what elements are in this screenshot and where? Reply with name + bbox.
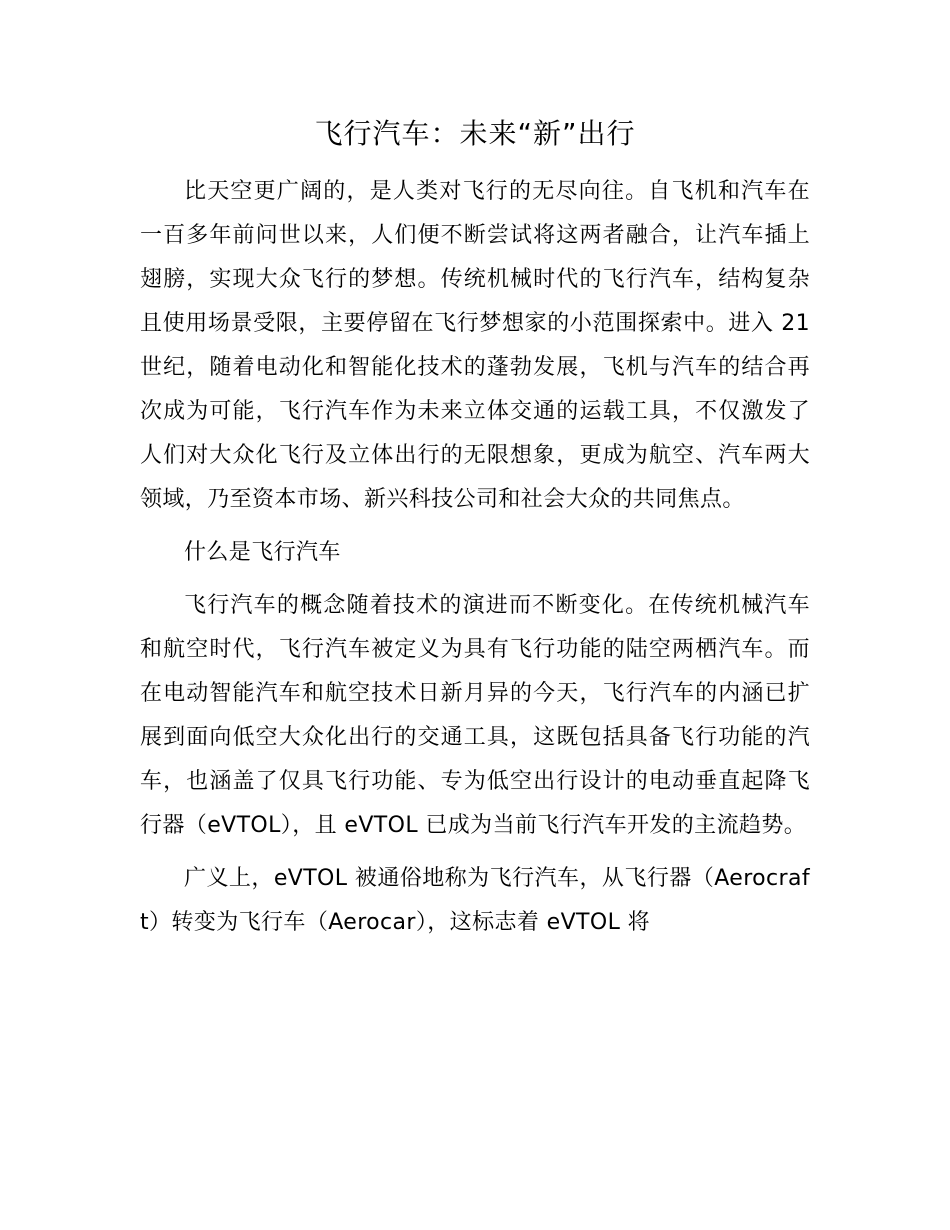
paragraph-evtol: 广义上，eVTOL 被通俗地称为飞行汽车，从飞行器（Aerocraft）转变为飞行车（Aerocar），这标志着 eVTOL 将	[140, 866, 810, 935]
document-body	[140, 170, 810, 954]
paragraph-intro: 比天空更广阔的，是人类对飞行的无尽向往。自飞机和汽车在一百多年前问世以来，人们便不断尝试将这两者融合，让汽车插上翅膀，实现大众飞行的梦想。传统机械时代的飞行汽车，结构复杂且使用场景受限，主要停留在飞行梦想家的小范围探索中。进入 21 世纪，随着电动化和智能化技术的蓬勃发展，飞机与汽车的结合再次成为可能，飞行汽车作为未来立体交通的运载工具，不仅激发了人们对大众化飞行及立体出行的无限想象，更成为航空、汽车两大领域，乃至资本市场、新兴科技公司和社会大众的共同焦点。	[140, 179, 810, 512]
paragraph-definition: 飞行汽车的概念随着技术的演进而不断变化。在传统机械汽车和航空时代，飞行汽车被定义为具有飞行功能的陆空两栖汽车。而在电动智能汽车和航空技术日新月异的今天，飞行汽车的内涵已扩展到面向低空大众化出行的交通工具，这既包括具备飞行功能的汽车，也涵盖了仅具飞行功能、专为低空出行设计的电动垂直起降飞行器（eVTOL），且 eVTOL 已成为当前飞行汽车开发的主流趋势。	[140, 593, 810, 838]
section-heading: 什么是飞行汽车	[184, 540, 341, 565]
document-title: 飞行汽车：未来“新”出行	[314, 117, 636, 150]
